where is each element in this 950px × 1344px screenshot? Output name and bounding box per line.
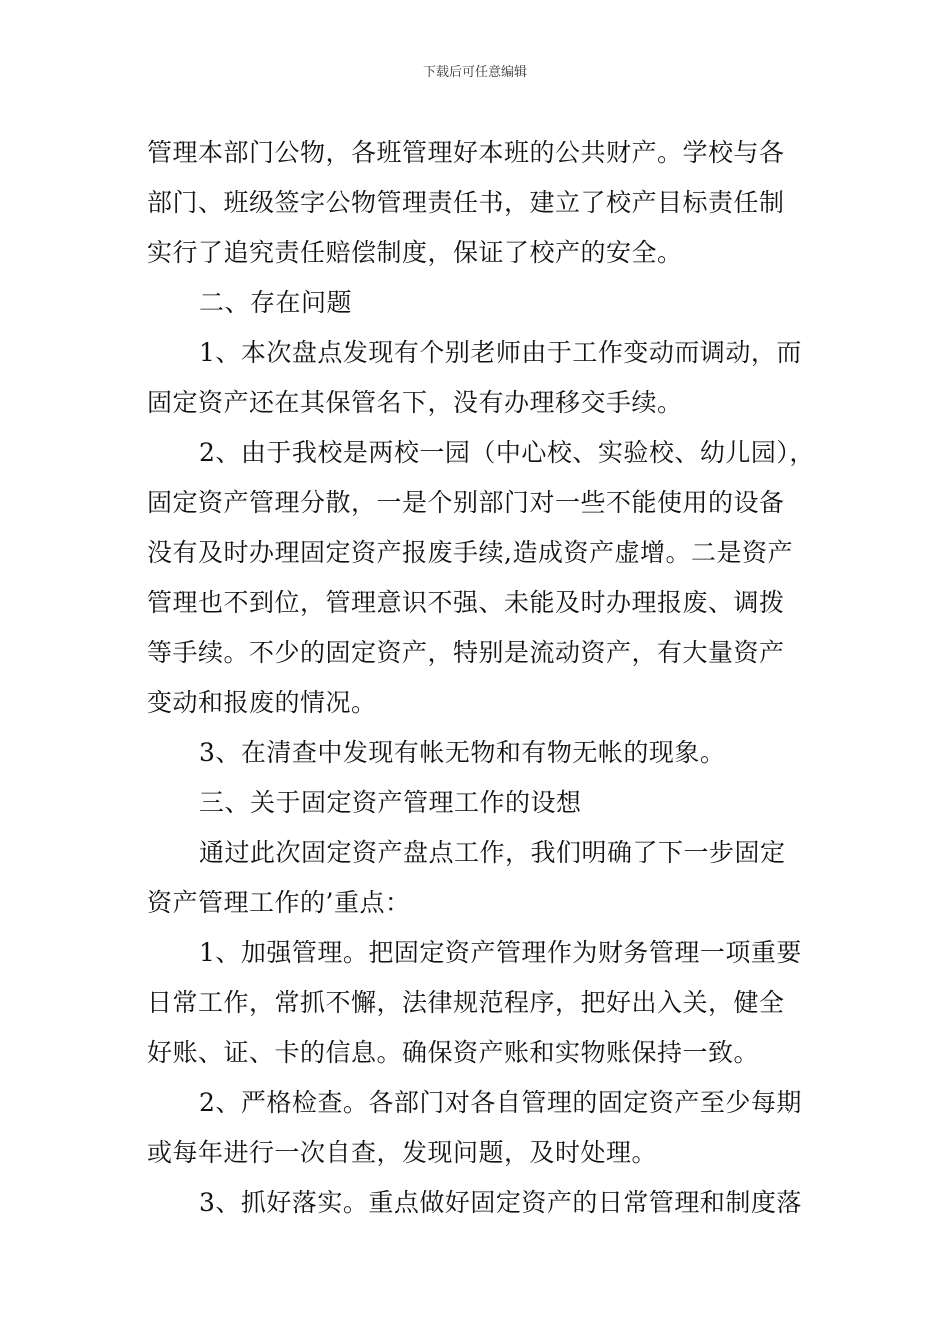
text-line: 固定资产管理分散，一是个别部门对一些不能使用的设备 (147, 488, 785, 517)
text-line: 部门、班级签字公物管理责任书，建立了校产目标责任制 (147, 188, 785, 217)
text-line: 1、本次盘点发现有个别老师由于工作变动而调动，而 (199, 338, 802, 367)
text-line: 好账、证、卡的信息。确保资产账和实物账保持一致。 (147, 1038, 760, 1067)
text-line: 3、抓好落实。重点做好固定资产的日常管理和制度落 (199, 1188, 802, 1217)
text-line: 日常工作，常抓不懈，法律规范程序，把好出入关，健全 (147, 988, 785, 1017)
document-body (147, 128, 817, 1228)
text-line: 2、由于我校是两校一园（中心校、实验校、幼儿园）， (199, 438, 815, 467)
text-line: 1、加强管理。把固定资产管理作为财务管理一项重要 (199, 938, 802, 967)
page-header: 下载后可任意编辑 (422, 65, 527, 80)
section-heading: 二、存在问题 (199, 288, 353, 317)
text-line: 等手续。不少的固定资产，特别是流动资产，有大量资产 (147, 638, 785, 667)
text-line: 通过此次固定资产盘点工作，我们明确了下一步固定 (199, 838, 786, 867)
text-line: 实行了追究责任赔偿制度，保证了校产的安全。 (147, 238, 683, 267)
text-line: 2、严格检查。各部门对各自管理的固定资产至少每期 (199, 1088, 802, 1117)
text-line: 或每年进行一次自查，发现问题，及时处理。 (147, 1138, 658, 1167)
text-line: 3、在清查中发现有帐无物和有物无帐的现象。 (199, 738, 726, 767)
text-line: 变动和报废的情况。 (147, 688, 377, 717)
section-heading: 三、关于固定资产管理工作的设想 (199, 788, 582, 817)
text-line: 管理本部门公物，各班管理好本班的公共财产。学校与各 (147, 138, 785, 167)
text-line: 固定资产还在其保管名下，没有办理移交手续。 (147, 388, 683, 417)
text-line: 资产管理工作的’重点： (147, 888, 411, 917)
text-line: 管理也不到位，管理意识不强、未能及时办理报废、调拨 (147, 588, 785, 617)
text-line: 没有及时办理固定资产报废手续,造成资产虚增。二是资产 (147, 538, 793, 567)
